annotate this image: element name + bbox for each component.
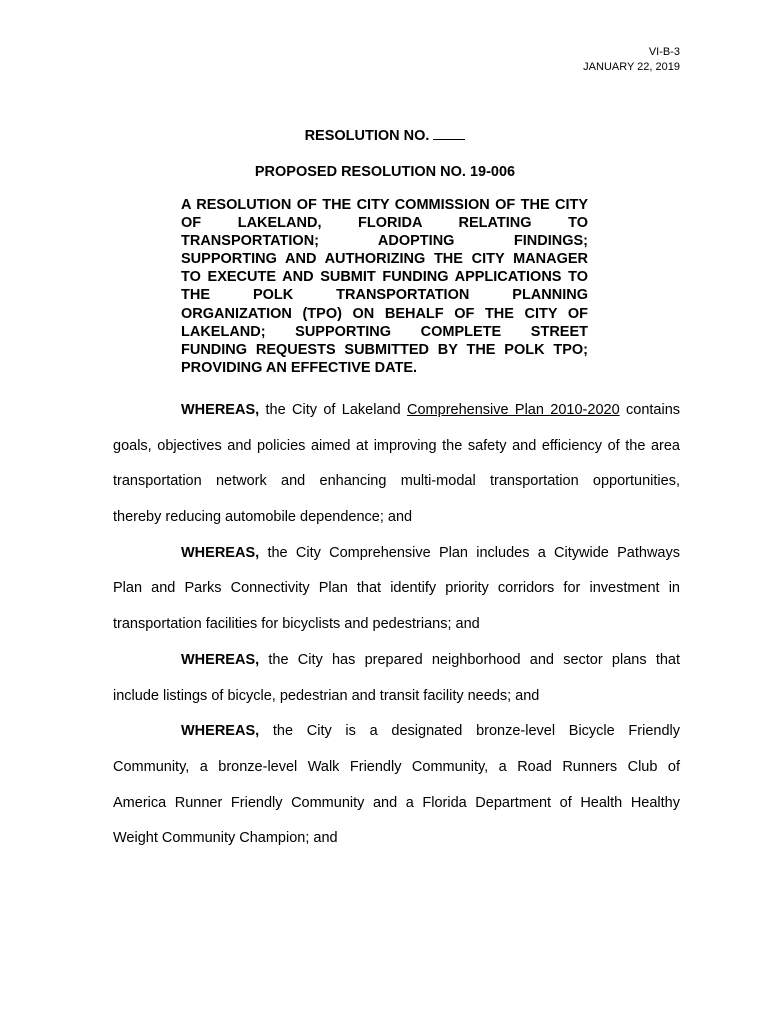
caption-line: LAKELAND; SUPPORTING COMPLETE STREET [181,323,588,340]
caption-line: OF LAKELAND, FLORIDA RELATING TO [181,215,588,232]
whereas-label: WHEREAS, [181,544,260,561]
resolution-number-blank [433,127,465,140]
caption-line: TRANSPORTATION; ADOPTING FINDINGS; [181,233,588,250]
whereas-label: WHEREAS, [181,651,260,668]
whereas-paragraph-4-line: Community, a bronze-level Walk Friendly Community, a Road Runners Club of [113,758,680,775]
header-date: JANUARY 22, 2019 [583,61,680,73]
reference-code: VI-B-3 [648,46,680,58]
resolution-number-label: RESOLUTION NO. [304,128,430,144]
whereas-paragraph-2-line: Plan and Parks Connectivity Plan that identify priority corridors for investment in [113,580,680,597]
whereas-paragraph-1-line: thereby reducing automobile dependence; and [113,509,413,526]
whereas-label: WHEREAS, [181,402,260,418]
whereas-paragraph-4-line: WHEREAS, the City is a designated bronze-level Bicycle Friendly [181,723,680,740]
caption-line: A RESOLUTION OF THE CITY COMMISSION OF THE CITY [181,197,588,213]
whereas-paragraph-3-line: WHEREAS, the City has prepared neighborhood and sector plans that [181,651,680,668]
caption-line: PROVIDING AN EFFECTIVE DATE. [181,359,418,376]
caption-line: FUNDING REQUESTS SUBMITTED BY THE POLK TPO; [181,341,588,358]
comprehensive-plan-reference: Comprehensive Plan 2010-2020 [407,402,620,418]
whereas-paragraph-4-line: Weight Community Champion; and [113,830,338,847]
caption-line: TO EXECUTE AND SUBMIT FUNDING APPLICATIONS TO [181,269,588,286]
proposed-resolution-title: PROPOSED RESOLUTION NO. 19-006 [254,164,516,180]
caption-line: ORGANIZATION (TPO) ON BEHALF OF THE CITY OF [181,305,588,322]
whereas-paragraph-1-line: goals, objectives and policies aimed at improving the safety and efficiency of the area [113,437,680,454]
resolution-number-title [0,127,770,144]
caption-line: SUPPORTING AND AUTHORIZING THE CITY MANAGER [181,251,588,268]
whereas-paragraph-2-line: transportation facilities for bicyclists and pedestrians; and [113,616,480,633]
resolution-body [113,400,680,864]
whereas-paragraph-2-line: WHEREAS, the City Comprehensive Plan includes a Citywide Pathways [181,544,680,561]
whereas-paragraph-4-line: America Runner Friendly Community and a Florida Department of Health Healthy [113,794,680,811]
document-header [583,45,680,75]
whereas-label: WHEREAS, [181,723,260,740]
resolution-caption [181,196,588,377]
whereas-paragraph-3-line: include listings of bicycle, pedestrian and transit facility needs; and [113,687,540,704]
whereas-paragraph-1-line: transportation network and enhancing multi-modal transportation opportunities, [113,473,680,490]
whereas-paragraph-1-line: WHEREAS, the City of Lakeland Comprehensive Plan 2010-2020 contains [181,402,681,418]
caption-line: THE POLK TRANSPORTATION PLANNING [181,287,588,304]
